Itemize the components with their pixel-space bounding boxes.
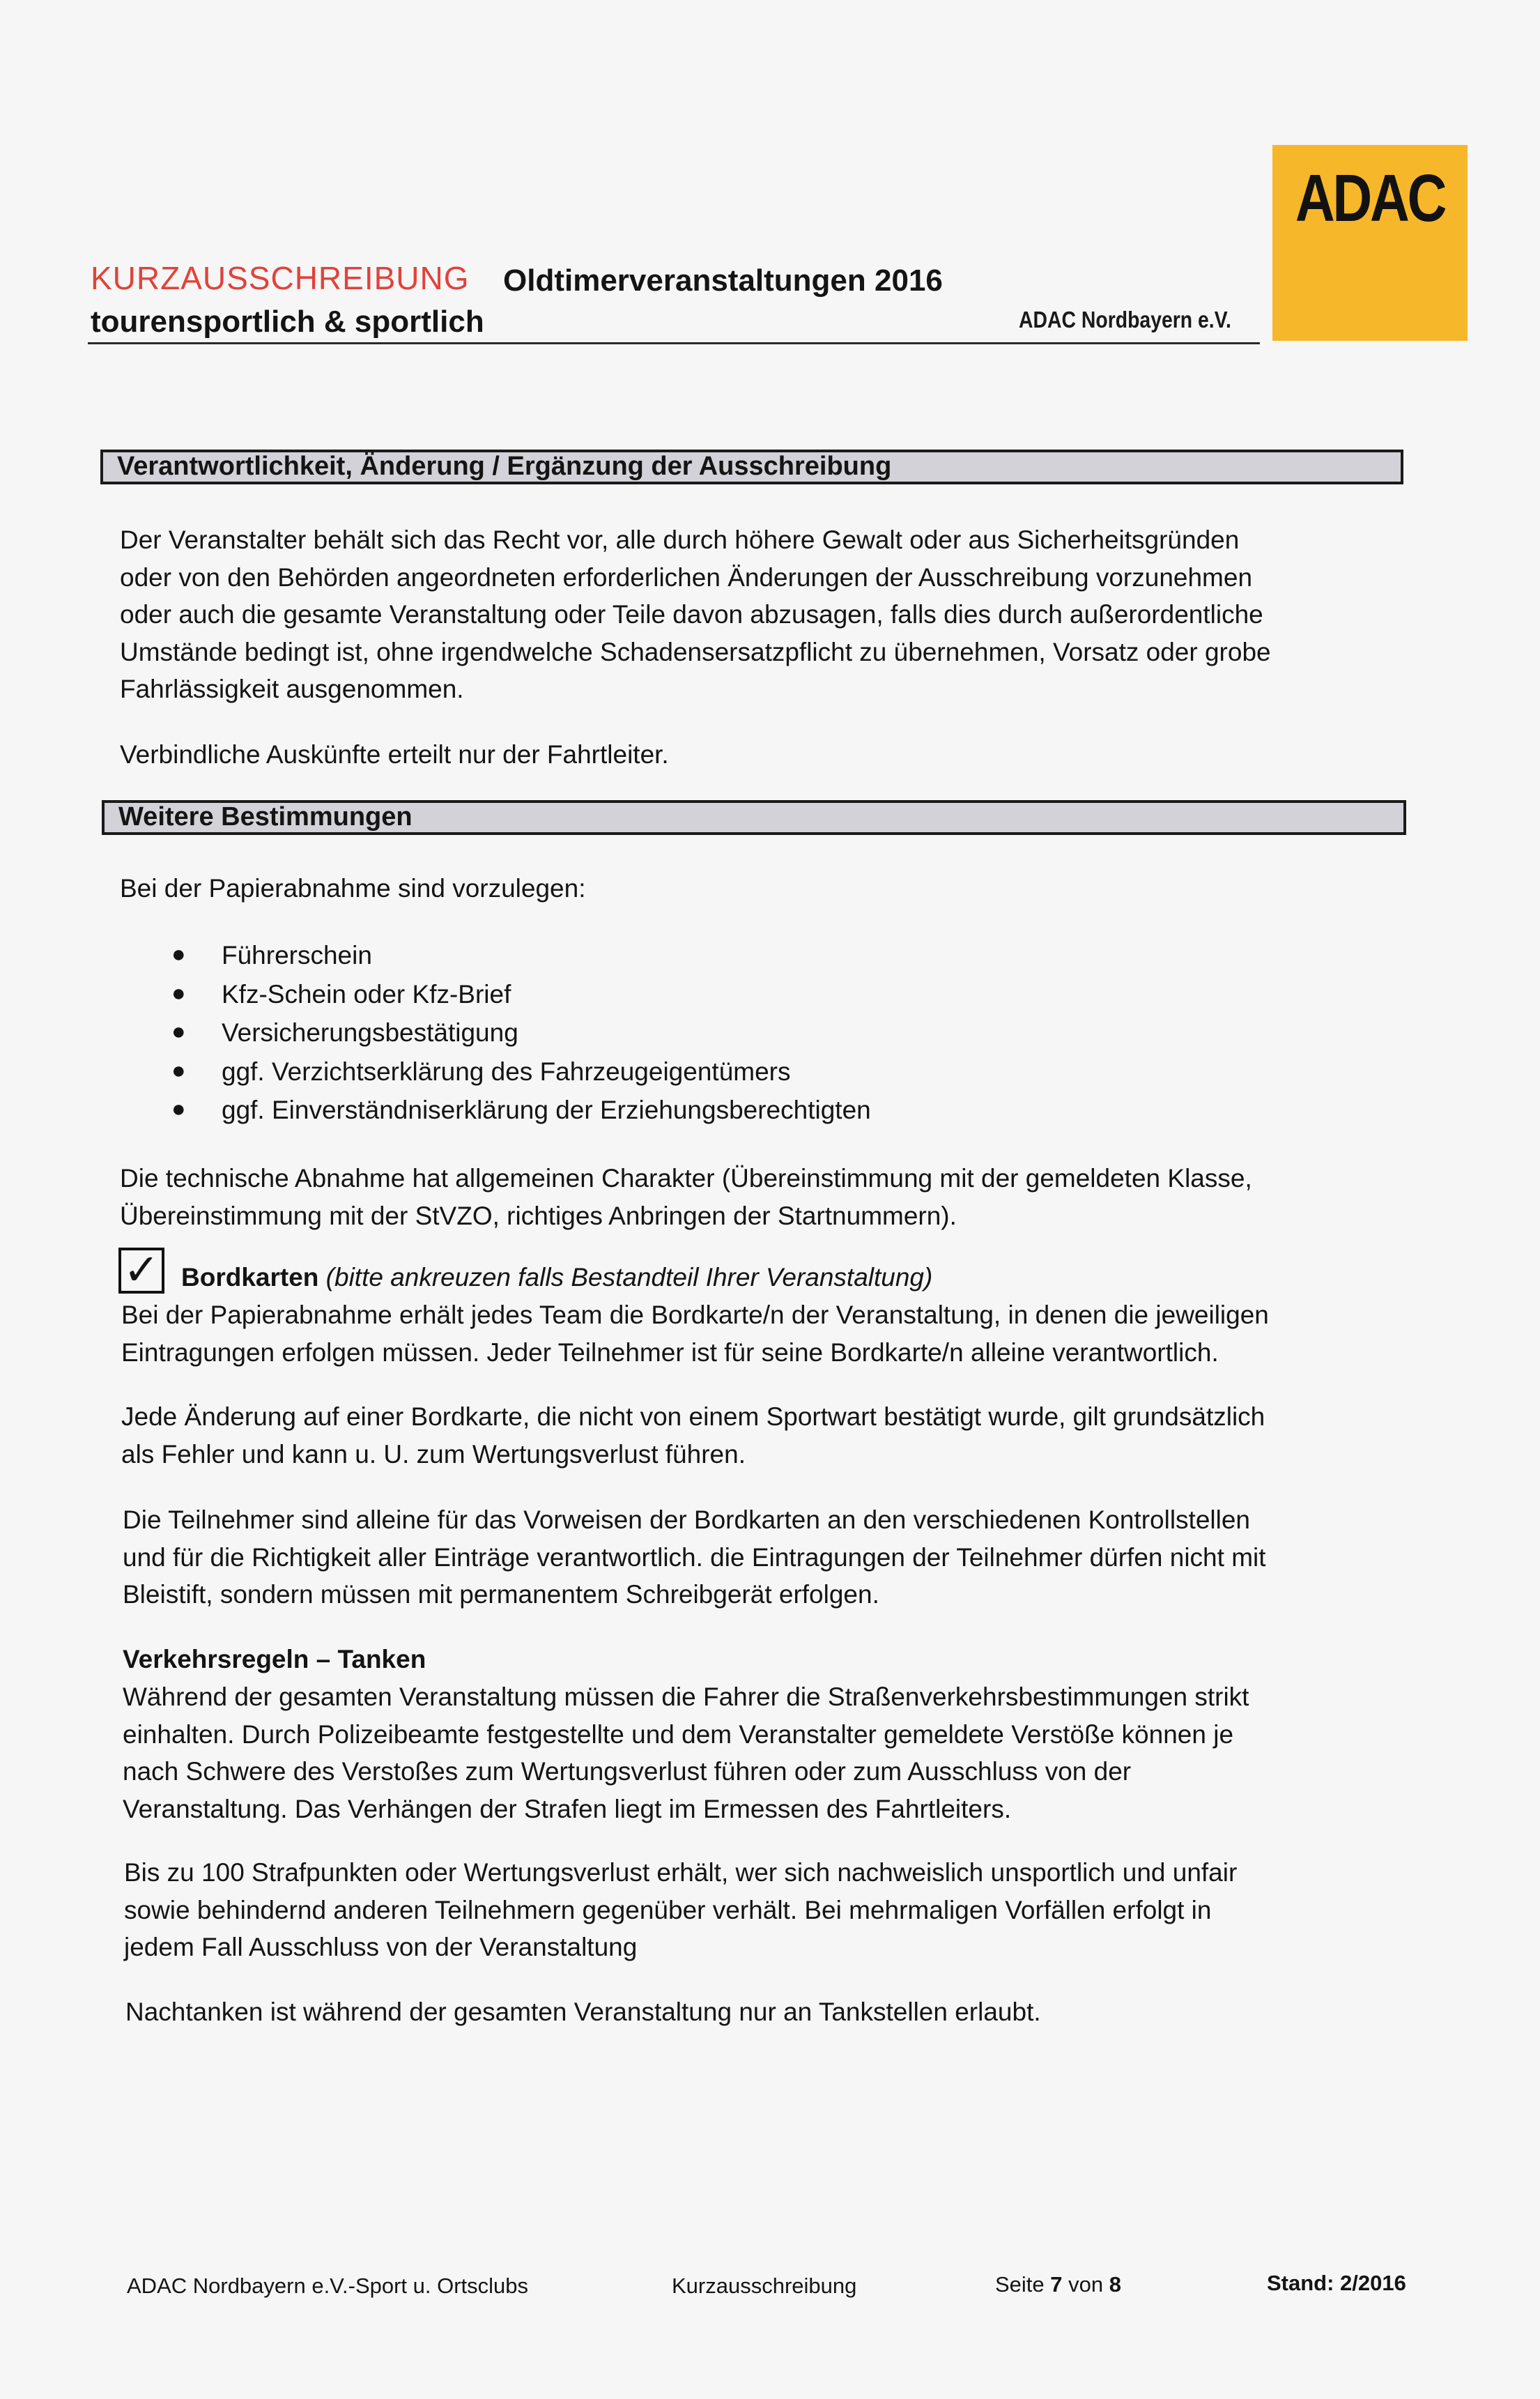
text-line: jedem Fall Ausschluss von der Veranstaltung <box>124 1933 638 1961</box>
bullet-icon: ● <box>171 1018 186 1045</box>
papierabnahme-intro: Bei der Papierabnahme sind vorzulegen: <box>120 874 586 903</box>
text-line: Eintragungen erfolgen müssen. Jeder Teilnehmer ist für seine Bordkarte/n alleine verantwortlich. <box>121 1338 1219 1367</box>
text-line: einhalten. Durch Polizeibeamte festgestellte und dem Veranstalter gemeldete Verstöße können je <box>123 1719 1234 1749</box>
bordkarten-title: Bordkarten <box>181 1263 319 1292</box>
adac-logo <box>1272 145 1468 341</box>
bordkarten-note: (bitte ankreuzen falls Bestandteil Ihrer Veranstaltung) <box>325 1263 933 1292</box>
teilnehmer-paragraph <box>123 1501 1266 1614</box>
bordkarten-heading <box>181 1259 932 1296</box>
text-line: Die technische Abnahme hat allgemeinen Charakter (Übereinstimmung mit der gemeldeten Klasse, <box>120 1164 1252 1193</box>
list-item-label: ggf. Einverständniserklärung der Erziehungsberechtigten <box>222 1096 871 1124</box>
text-line: Veranstaltung. Das Verhängen der Strafen liegt im Ermessen des Fahrtleiters. <box>123 1794 1012 1823</box>
verkehrsregeln-heading: Verkehrsregeln – Tanken <box>123 1645 426 1673</box>
section1-paragraph <box>120 521 1271 708</box>
fahrtleiter-note: Verbindliche Auskünfte erteilt nur der Fahrtleiter. <box>120 740 669 769</box>
text-line: nach Schwere des Verstoßes zum Wertungsverlust führen oder zum Ausschluss von der <box>123 1757 1132 1786</box>
footer-stand: Stand: 2/2016 <box>1267 2271 1406 2295</box>
page-prefix: Seite <box>995 2272 1051 2297</box>
technische-abnahme-paragraph <box>120 1160 1252 1234</box>
page-current: 7 <box>1050 2272 1063 2297</box>
bullet-icon: ● <box>171 979 186 1006</box>
subtitle: tourensportlich & sportlich <box>91 305 484 339</box>
header-rule <box>88 342 1260 344</box>
strafpunkte-paragraph <box>124 1854 1237 1966</box>
text-line: Jede Änderung auf einer Bordkarte, die nicht von einem Sportwart bestätigt wurde, gilt grundsätzlich <box>121 1402 1265 1431</box>
text-line: Bis zu 100 Strafpunkten oder Wertungsverlust erhält, wer sich nachweislich unsportlich und unfair <box>124 1858 1238 1887</box>
page-total: 8 <box>1109 2272 1121 2297</box>
text-line: Bleistift, sondern müssen mit permanentem Schreibgerät erfolgen. <box>123 1580 879 1609</box>
text-line: Fahrlässigkeit ausgenommen. <box>120 675 464 703</box>
text-line: als Fehler und kann u. U. zum Wertungsverlust führen. <box>121 1439 746 1469</box>
text-line: Der Veranstalter behält sich das Recht vor, alle durch höhere Gewalt oder aus Sicherheitsgründen <box>120 526 1240 554</box>
title-kurzausschreibung: KURZAUSSCHREIBUNG <box>91 260 470 296</box>
text-line: und für die Richtigkeit aller Einträge verantwortlich. die Eintragungen der Teilnehmer dürfen nicht mit <box>123 1542 1266 1572</box>
text-line: Die Teilnehmer sind alleine für das Vorweisen der Bordkarten an den verschiedenen Kontrollstellen <box>123 1505 1250 1534</box>
text-line: Bei der Papierabnahme erhält jedes Team die Bordkarte/n der Veranstaltung, in denen die jeweiligen <box>121 1301 1269 1329</box>
text-line: oder von den Behörden angeordneten erforderlichen Änderungen der Ausschreibung vorzunehmen <box>120 562 1253 592</box>
section-heading-weitere-bestimmungen: Weitere Bestimmungen <box>102 800 1406 835</box>
bullet-icon: ● <box>171 941 186 967</box>
title-event: Oldtimerveranstaltungen 2016 <box>503 263 943 298</box>
footer-document-name: Kurzausschreibung <box>672 2274 857 2298</box>
text-line: sowie behindernd anderen Teilnehmern gegenüber verhält. Bei mehrmaligen Vorfällen erfolgt in <box>124 1895 1212 1924</box>
text-line: Umstände bedingt ist, ohne irgendwelche Schadensersatzpflicht zu übernehmen, Vorsatz oder grobe <box>120 637 1271 666</box>
list-item-label: ggf. Verzichtserklärung des Fahrzeugeigentümers <box>222 1057 791 1086</box>
list-item-label: Kfz-Schein oder Kfz-Brief <box>222 979 511 1009</box>
page-mid: von <box>1062 2272 1109 2297</box>
footer-organization: ADAC Nordbayern e.V.-Sport u. Ortsclubs <box>127 2274 529 2298</box>
bullet-icon: ● <box>171 1057 186 1084</box>
text-line: Während der gesamten Veranstaltung müssen die Fahrer die Straßenverkehrsbestimmungen strikt <box>123 1683 1249 1711</box>
aenderung-paragraph <box>121 1398 1265 1473</box>
section-heading-verantwortlichkeit: Verantwortlichkeit, Änderung / Ergänzung der Ausschreibung <box>100 450 1403 484</box>
bordkarten-paragraph <box>121 1296 1269 1371</box>
checkmark-icon: ✓ <box>123 1246 160 1294</box>
organization-name: ADAC Nordbayern e.V. <box>1019 307 1231 332</box>
bullet-icon: ● <box>171 1096 186 1122</box>
text-line: oder auch die gesamte Veranstaltung oder Teile davon abzusagen, falls dies durch außerordentliche <box>120 600 1263 629</box>
footer-page-number <box>995 2272 1121 2297</box>
bordkarten-checkbox[interactable] <box>118 1248 164 1294</box>
verkehrsregeln-paragraph <box>123 1678 1249 1827</box>
list-item-label: Versicherungsbestätigung <box>222 1018 518 1047</box>
logo-text: ADAC <box>1295 161 1445 236</box>
nachtanken-note: Nachtanken ist während der gesamten Veranstaltung nur an Tankstellen erlaubt. <box>125 1998 1041 2026</box>
text-line: Übereinstimmung mit der StVZO, richtiges Anbringen der Startnummern). <box>120 1201 957 1230</box>
list-item-label: Führerschein <box>222 941 372 969</box>
